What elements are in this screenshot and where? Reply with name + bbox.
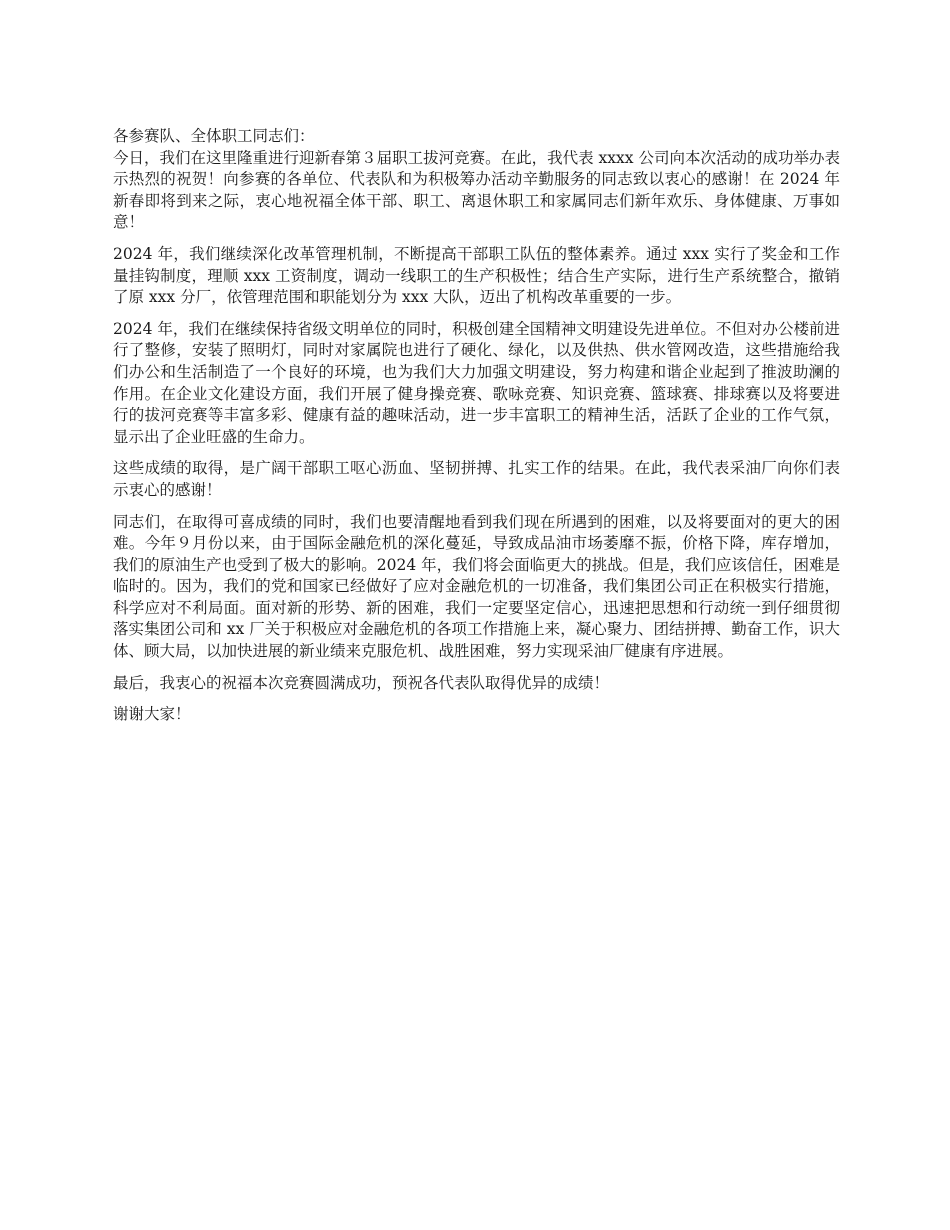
- paragraph-thanks: 这些成绩的取得，是广阔干部职工呕心沥血、坚韧拼搏、扎实工作的结果。在此，我代表采油厂向你们表示衷心的感谢！: [113, 459, 840, 499]
- paragraph-thank-you: 谢谢大家！: [113, 705, 191, 724]
- paragraph-closing-wish: 最后，我衷心的祝福本次竞赛圆满成功，预祝各代表队取得优异的成绩！: [113, 673, 610, 692]
- paragraph-reform: 2024 年，我们继续深化改革管理机制，不断提高干部职工队伍的整体素养。通过 xxx 实行了奖金和工作量挂钩制度，理顺 xxx 工资制度，调动一线职工的生产积极性；结合生产实际，进行生产系统整合，撤销了原 xxx 分厂，依管理范围和职能划分为 xxx 大队，迈出了机构改革重要的一步。: [113, 244, 840, 307]
- paragraph-challenges: 同志们，在取得可喜成绩的同时，我们也要清醒地看到我们现在所遇到的困难，以及将要面对的更大的困难。今年９月份以来，由于国际金融危机的深化蔓延，导致成品油市场萎靡不振，价格下降，库存增加，我们的原油生产也受到了极大的影响。2024 年，我们将会面临更大的挑战。但是，我们应该信任，困难是临时的。因为，我们的党和国家已经做好了应对金融危机的一切准备，我们集团公司正在积极实行措施，科学应对不利局面。面对新的形势、新的困难，我们一定要坚定信心，迅速把思想和行动统一到仔细贯彻落实集团公司和 xx 厂关于积极应对金融危机的各项工作措施上来，凝心聚力、团结拼搏、勤奋工作，识大体、顾大局，以加快进展的新业绩来克服危机、战胜困难，努力实现采油厂健康有序进展。: [113, 512, 840, 661]
- paragraph-opening: 今日，我们在这里隆重进行迎新春第３届职工拔河竞赛。在此，我代表 xxxx 公司向本次活动的成功举办表示热烈的祝贺！向参赛的各单位、代表队和为积极筹办活动辛勤服务的同志致以衷心的感谢！在 2024 年新春即将到来之际，衷心地祝福全体干部、职工、离退休职工和家属同志们新年欢乐、身体健康、万事如意！: [113, 148, 840, 232]
- salutation: 各参赛队、全体职工同志们：: [113, 127, 315, 145]
- document-body: [113, 126, 840, 736]
- paragraph-civilization: 2024 年，我们在继续保持省级文明单位的同时，积极创建全国精神文明建设先进单位。不但对办公楼前进行了整修，安装了照明灯，同时对家属院也进行了硬化、绿化，以及供热、供水管网改造，这些措施给我们办公和生活制造了一个良好的环境，也为我们大力加强文明建设，努力构建和谐企业起到了推波助澜的作用。在企业文化建设方面，我们开展了健身操竞赛、歌咏竞赛、知识竞赛、篮球赛、排球赛以及将要进行的拔河竞赛等丰富多彩、健康有益的趣味活动，进一步丰富职工的精神生活，活跃了企业的工作气氛，显示出了企业旺盛的生命力。: [113, 319, 840, 446]
